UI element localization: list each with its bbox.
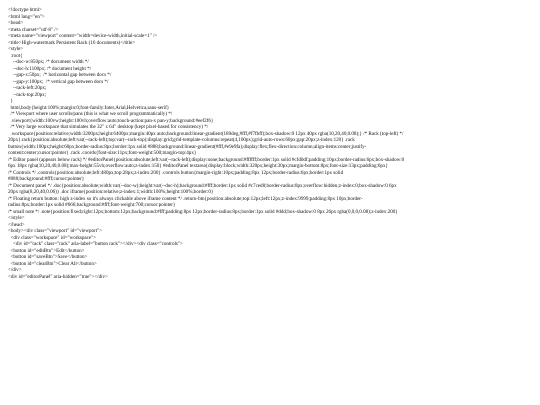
code-line: 20px}.rack{position:absolute;left:var(--rack-left);top:var(--rack-top);display:grid;grid-template-columns:repeat(4,100px);grid-auto-rows:60px;gap:20px;z-index:120} .rack <box>8 137 355 143</box>
code-line: radius:8px;border:1px solid #666;background:#fff;font-weight:700;cursor:pointer} <box>8 202 176 208</box>
code-line: <meta charset="utf-8" /> <box>8 26 59 33</box>
code-line: --gap-x:50px; /* horizontal gap between docs */ <box>8 72 112 78</box>
code-line: --rack-top:20px; <box>8 91 47 98</box>
code-line: --gap-y:100px; /* vertical gap between docs */ <box>8 78 109 85</box>
code-line: --doc-w:850px; /* document width */ <box>8 59 89 65</box>
code-line: --rack-left:20px; <box>8 85 47 91</box>
code-line: <style> <box>8 46 24 52</box>
code-line: <button id="saveBtn">Save</button> <box>8 254 88 260</box>
code-line: button{width:100px;height:60px;border-radius:8px;border:1px solid #888;background:linear-gradient(#fff,#e9e9fa);display:flex;flex-direction:column;align-items:center;justify- <box>8 143 367 150</box>
code-line: --doc-h:1100px; /* document height */ <box>8 65 92 72</box>
code-line: 6px 18px rgba(10,20,40,0.08);max-height:55vh;overflow:auto;z-index:150} #editorPanel textarea{display:block;width:320px;height:30px;margin-bottom:8px;font-size:13px;padding:6px} <box>8 163 388 169</box>
code-line: /* Document panel */ .doc{position:absolute;width:var(--doc-w);height:var(--doc-h);background:#fff;border:1px solid #c7ced8;border-radius:8px;overflow:hidden;z-index:0;box-shadow:0 6px <box>8 182 397 189</box>
code-line: <div class="workspace" id="workspace"> <box>8 234 97 241</box>
code-line: /* Very large workspace that simulates the 32" x 64" desktop (kept pixel-based for consistency) */ <box>8 124 209 130</box>
code-line: /* Editor panel (appears below rack) */ #editorPanel{position:absolute;left:var(--rack-left);display:none;background:#ffffff;border:1px solid #cfd0df;padding:10px;border-radius:6px;box-shadow:0 <box>8 156 405 163</box>
code-line: 20px rgba(8,20,40,0.06)} .doc iframe{position:relative;z-index:1;width:100%;height:100%;border:0} <box>8 189 214 195</box>
code-line: :root{ <box>8 52 23 59</box>
code-line: <div id="rack" class="rack" aria-label="button rack"></div><div class="controls"> <box>8 241 183 247</box>
code-line: #888;background:#fff;cursor:pointer} <box>8 176 85 182</box>
code-line: } <box>8 98 13 104</box>
code-line: <title>High-watermark Persistent Rack (16 documents)</title> <box>8 39 136 46</box>
code-line: <meta name="viewport" content="width=device-width,initial-scale=1" /> <box>8 33 158 39</box>
code-line: </head> <box>8 221 25 228</box>
code-line: <body><div class="viewport" id="viewport"> <box>8 228 103 234</box>
code-line: <div id="editorPanel" aria-hidden="true"></div> <box>8 273 108 280</box>
code-line: </style> <box>8 215 25 221</box>
code-line: <!doctype html> <box>8 7 42 13</box>
code-line: html,body{height:100%;margin:0;font-family:Inter,Arial,Helvetica,sans-serif} <box>8 104 170 111</box>
code-line: /* small note */ .note{position:fixed;right:12px;bottom:12px;background:#fff;padding:8px 12px;border-radius:8px;border:1px solid #ddd;box-shadow:0 8px 26px rgba(0,0,0,0.08);z-index:200} <box>8 208 398 215</box>
code-line: /* Viewport where user scrolls/pans (this is what we scroll programmatically) */ <box>8 111 173 117</box>
code-line: <head> <box>8 20 24 26</box>
code-line: <button id="editBtn">Edit</button> <box>8 247 85 254</box>
code-line: /* Floating return button: high z-index so it's always clickable above iframe content */ .return-btn{position:absolute;top:12px;left:12px;z-index:9999;padding:8px 10px;border- <box>8 195 363 202</box>
code-line: .viewport{width:100vw;height:100vh;overflow:auto;touch-action:pan-x pan-y;background:#eef2f6} <box>8 117 214 124</box>
code-line: /* Controls */ .controls{position:absolute;left:480px;top:28px;z-index:200} .controls button{margin-right:10px;padding:8px 12px;border-radius:6px;border:1px solid <box>8 169 344 176</box>
code-line: <button id="clearBtn">Clear All</button> <box>8 260 97 267</box>
code-line: </div> <box>8 267 22 273</box>
code-line: .workspace{position:relative;width:3200px;height:6400px;margin:40px auto;background:linear-gradient(180deg,#fff,#f7fbff);box-shadow:0 12px 40px rgba(10,20,40,0.08);} /* Rack (top-left) */ <box>8 130 404 137</box>
code-line: <html lang="en"> <box>8 13 45 20</box>
code-line: content:center;cursor:pointer} .rack .coords{font-size:11px;font-weight:500;margin-top:4px} <box>8 150 197 156</box>
